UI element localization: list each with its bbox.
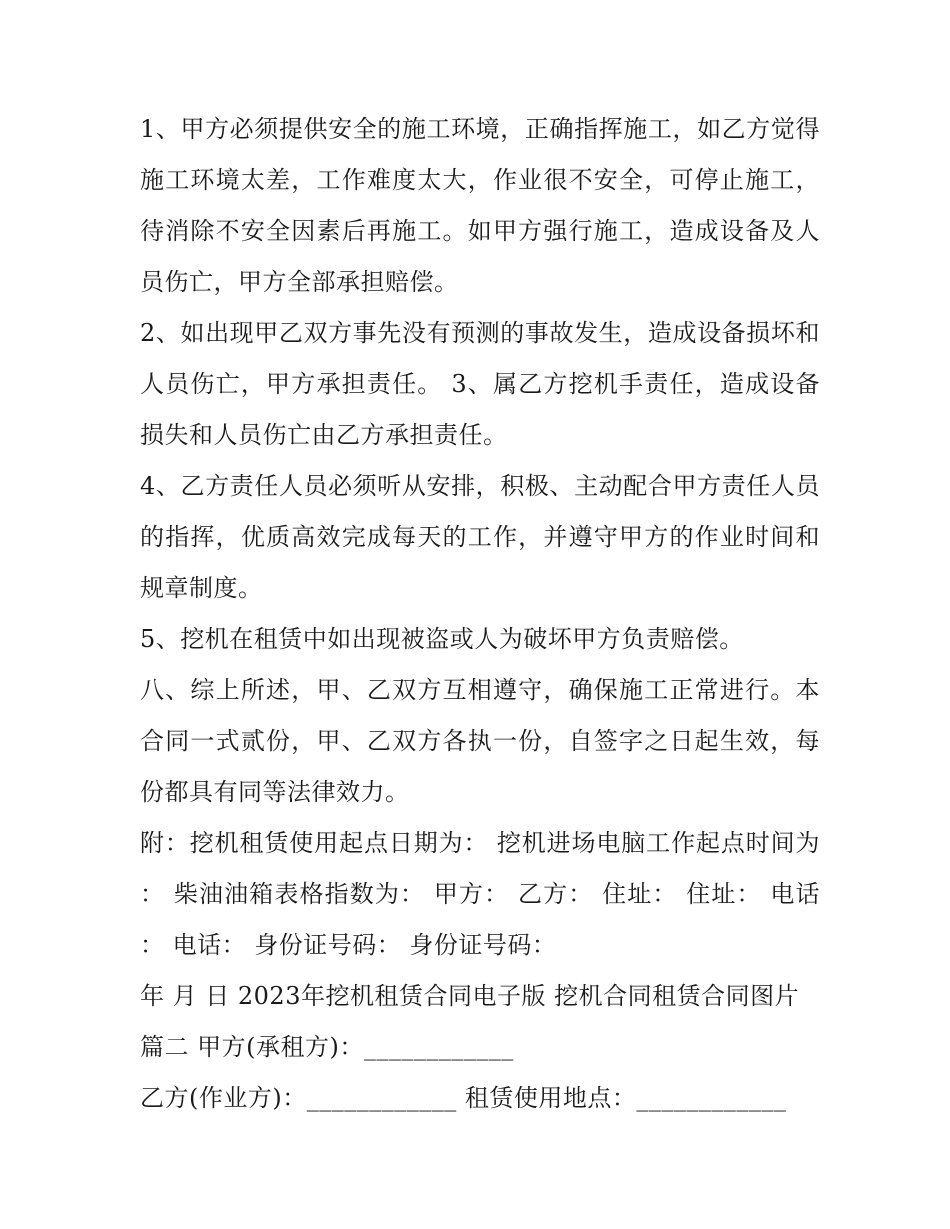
document-body — [140, 104, 820, 1124]
operator-location-line: 乙方(作业方)：____________ 租赁使用地点：____________ — [140, 1084, 787, 1112]
section-8-paragraph: 八、综上所述，甲、乙双方互相遵守，确保施工正常进行。本合同一式贰份，甲、乙双方各执一份，自签字之日起生效，每份都具有同等法律效力。 — [140, 676, 820, 806]
lessee-line: 篇二 甲方(承租方)：____________ — [140, 1033, 514, 1061]
clause-5-paragraph: 5、挖机在租赁中如出现被盗或人为破坏甲方负责赔偿。 — [140, 625, 744, 653]
appendix-paragraph: 附：挖机租赁使用起点日期为： 挖机进场电脑工作起点时间为： 柴油油箱表格指数为： 甲方： 乙方： 住址： 住址： 电话： 电话： 身份证号码： 身份证号码： — [140, 829, 820, 959]
clause-4-paragraph: 4、乙方责任人员必须听从安排，积极、主动配合甲方责任人员的指挥，优质高效完成每天的工作，并遵守甲方的作业时间和规章制度。 — [140, 472, 820, 602]
clause-2-3-paragraph: 2、如出现甲乙双方事先没有预测的事故发生，造成设备损坏和人员伤亡，甲方承担责任。 3、属乙方挖机手责任，造成设备损失和人员伤亡由乙方承担责任。 — [140, 319, 820, 449]
clause-1-paragraph: 1、甲方必须提供安全的施工环境，正确指挥施工，如乙方觉得施工环境太差，工作难度太大，作业很不安全，可停止施工，待消除不安全因素后再施工。如甲方强行施工，造成设备及人员伤亡，甲方全部承担赔偿。 — [140, 115, 820, 296]
date-title-line: 年 月 日 2023年挖机租赁合同电子版 挖机合同租赁合同图片 — [140, 982, 800, 1010]
